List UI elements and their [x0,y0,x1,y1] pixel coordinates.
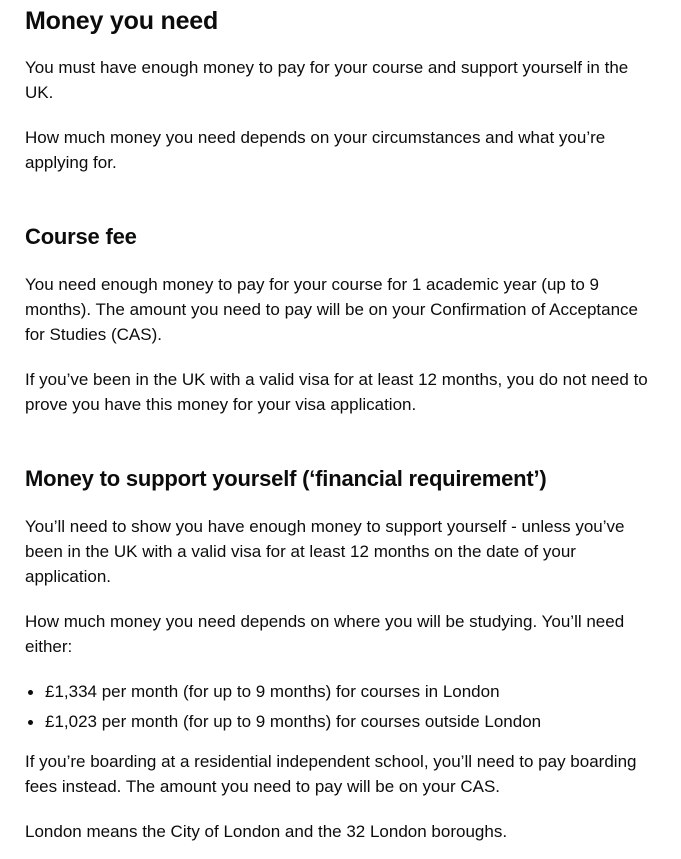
paragraph-london-definition: London means the City of London and the 32 London boroughs. [25,822,508,841]
paragraph-boarding-fees: If you’re boarding at a residential independent school, you’ll need to pay boarding fees instead. The amount you need to pay will be on your CAS. [25,752,637,796]
heading-course-fee: Course fee [25,224,137,249]
heading-support-yourself: Money to support yourself (‘financial requirement’) [25,466,547,491]
paragraph-need-either: How much money you need depends on where you will be studying. You’ll need either: [25,612,625,656]
paragraph-course-fee-exemption: If you’ve been in the UK with a valid visa for at least 12 months, you do not need to prove you have this money for your visa application. [25,370,648,414]
amounts-list [25,679,681,734]
paragraph-course-fee-amount: You need enough money to pay for your course for 1 academic year (up to 9 months). The amount you need to pay will be on your Confirmation of Acceptance for Studies (CAS). [25,275,638,344]
paragraph-circumstances: How much money you need depends on your circumstances and what you’re applying for. [25,128,606,172]
paragraph-support-requirement: You’ll need to show you have enough money to support yourself - unless you’ve been in the UK with a valid visa for at least 12 months on the date of your application. [25,517,625,586]
list-item-london: £1,334 per month (for up to 9 months) for courses in London [45,679,681,704]
list-item-outside-london: £1,023 per month (for up to 9 months) for courses outside London [45,709,681,734]
paragraph-enough-money: You must have enough money to pay for your course and support yourself in the UK. [25,58,629,102]
heading-money-you-need: Money you need [25,7,219,35]
